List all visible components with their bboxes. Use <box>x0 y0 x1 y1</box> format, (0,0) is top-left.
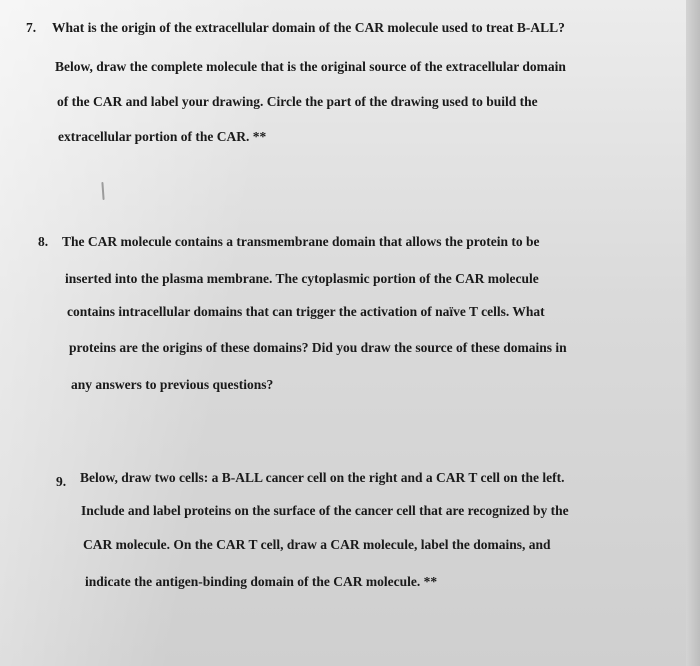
question-number: 8. <box>38 234 49 249</box>
page-edge <box>686 0 700 666</box>
question-number: 9. <box>56 474 67 489</box>
question-line: contains intracellular domains that can trigger the activation of naïve T cells. What <box>67 304 545 319</box>
question-line: proteins are the origins of these domains? Did you draw the source of these domains in <box>69 340 567 355</box>
question-line: extracellular portion of the CAR. ** <box>58 129 267 144</box>
question-line: Below, draw two cells: a B-ALL cancer cell on the right and a CAR T cell on the left. <box>80 470 565 485</box>
question-line: of the CAR and label your drawing. Circle the part of the drawing used to build the <box>57 94 538 109</box>
question-line: Include and label proteins on the surface of the cancer cell that are recognized by the <box>81 503 569 518</box>
question-line: What is the origin of the extracellular domain of the CAR molecule used to treat B-ALL? <box>52 20 565 35</box>
question-line: indicate the antigen-binding domain of the CAR molecule. ** <box>85 574 438 589</box>
question-line: Below, draw the complete molecule that is the original source of the extracellular domain <box>55 59 566 74</box>
question-number: 7. <box>26 20 37 35</box>
question-line: CAR molecule. On the CAR T cell, draw a CAR molecule, label the domains, and <box>83 537 551 552</box>
question-line: any answers to previous questions? <box>71 377 274 392</box>
question-line: inserted into the plasma membrane. The cytoplasmic portion of the CAR molecule <box>65 271 539 286</box>
question-line: The CAR molecule contains a transmembrane domain that allows the protein to be <box>62 234 540 249</box>
pen-mark <box>101 182 104 200</box>
